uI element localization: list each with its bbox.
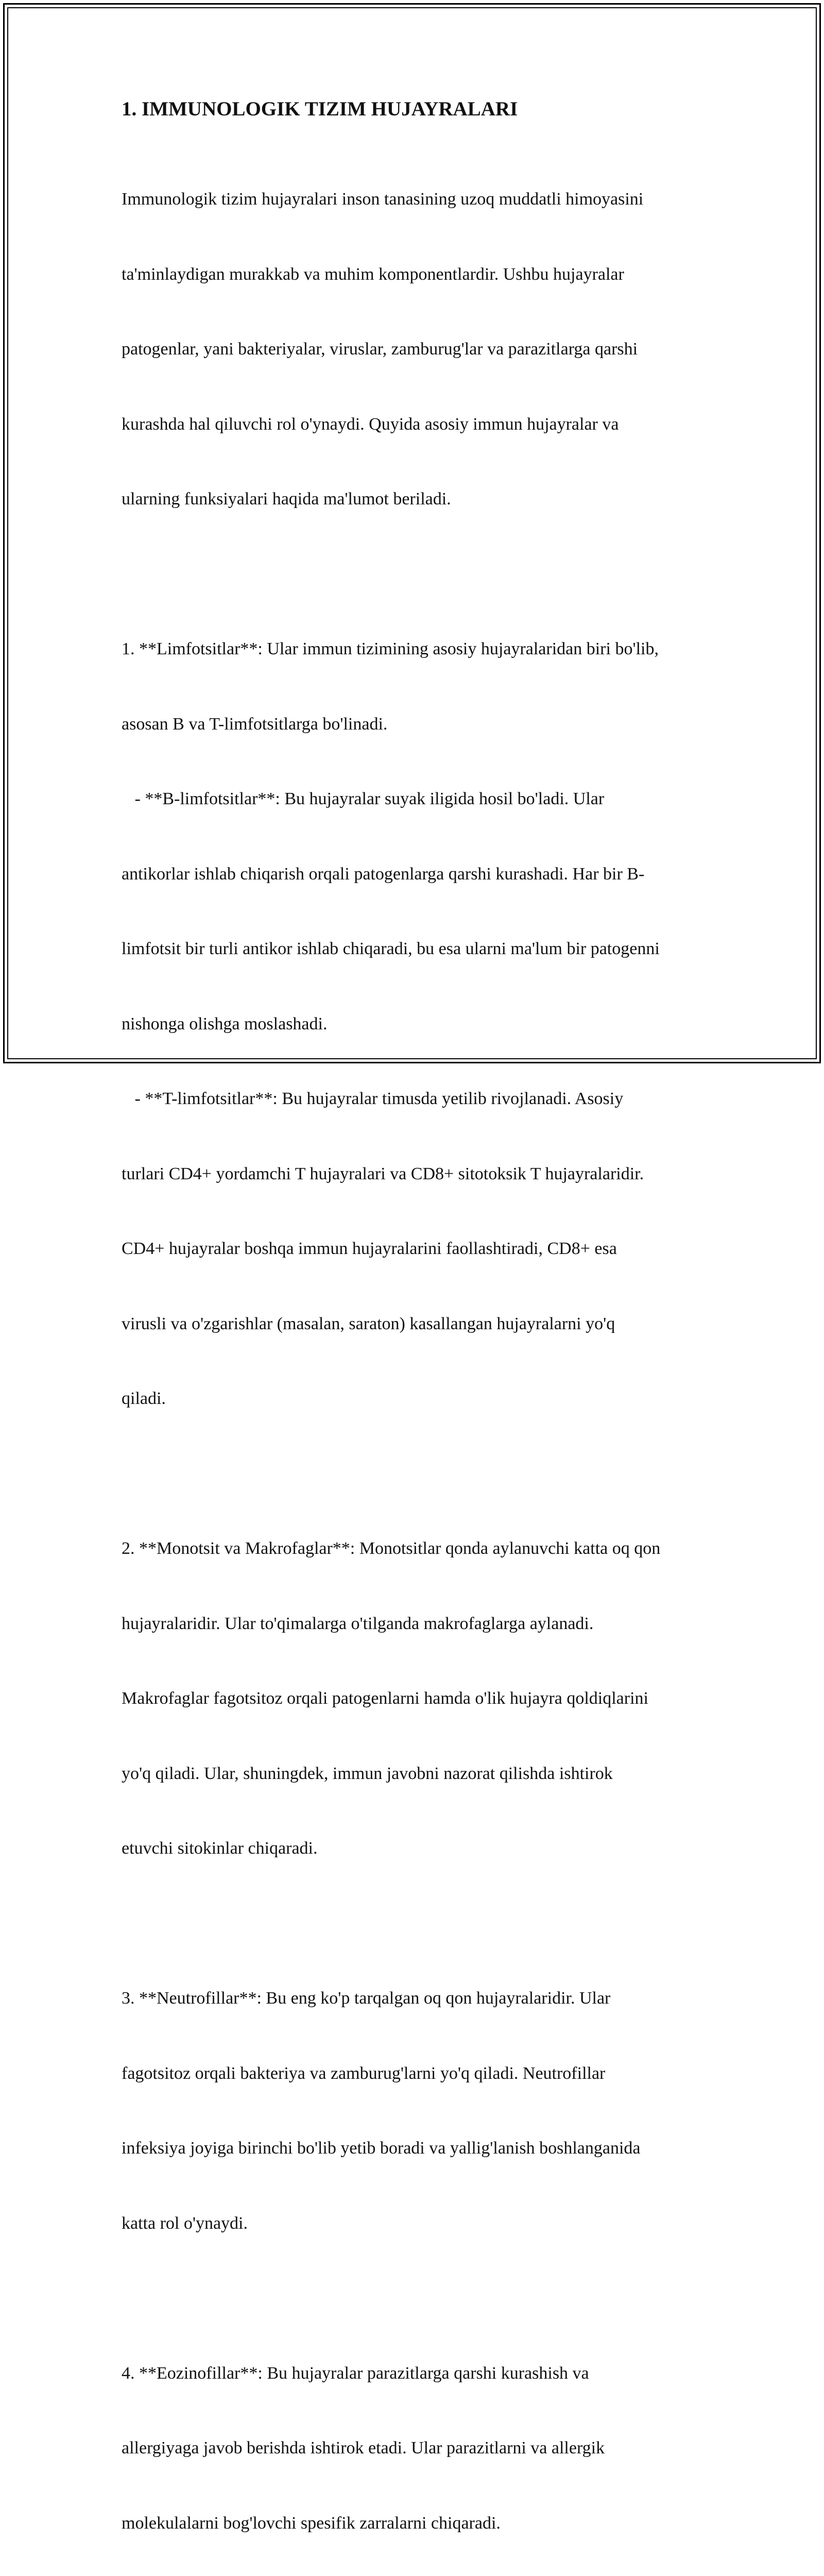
section-limfotsitlar — [122, 587, 709, 1462]
text-line: 1. **Limfotsitlar**: Ular immun tizimining asosiy hujayralaridan biri bo'lib, — [122, 637, 709, 662]
text-line: 2. **Monotsit va Makrofaglar**: Monotsitlar qonda aylanuvchi katta oq qon — [122, 1536, 709, 1562]
paragraph-gap — [122, 1462, 709, 1487]
text-line: yo'q qiladi. Ular, shuningdek, immun javobni nazorat qilishda ishtirok — [122, 1761, 709, 1787]
text-line: qiladi. — [122, 1386, 709, 1412]
text-line: virusli va o'zgarishlar (masalan, saraton) kasallangan hujayralarni yo'q — [122, 1312, 709, 1337]
document-body — [122, 97, 709, 2576]
paragraph-gap — [122, 2286, 709, 2311]
section-eozinofillar — [122, 2311, 709, 2576]
page-title: 1. IMMUNOLOGIK TIZIM HUJAYRALARI — [122, 97, 709, 122]
text-line: Makrofaglar fagotsitoz orqali patogenlarni hamda o'lik hujayra qoldiqlarini — [122, 1686, 709, 1711]
text-line: fagotsitoz orqali bakteriya va zamburug'larni yo'q qiladi. Neutrofillar — [122, 2061, 709, 2087]
paragraph-gap — [122, 1911, 709, 1937]
text-line: ularning funksiyalari haqida ma'lumot beriladi. — [122, 487, 709, 512]
text-line: Immunologik tizim hujayralari inson tanasining uzoq muddatli himoyasini — [122, 187, 709, 212]
text-line: limfotsit bir turli antikor ishlab chiqaradi, bu esa ularni ma'lum bir patogenni — [122, 937, 709, 962]
intro-paragraph — [122, 137, 709, 562]
paragraph-gap — [122, 562, 709, 587]
section-neutrofillar — [122, 1936, 709, 2286]
text-line: etuvchi sitokinlar chiqaradi. — [122, 1836, 709, 1861]
text-line: - **T-limfotsitlar**: Bu hujayralar timusda yetilib rivojlanadi. Asosiy — [122, 1087, 709, 1112]
text-line: kurashda hal qiluvchi rol o'ynaydi. Quyida asosiy immun hujayralar va — [122, 412, 709, 437]
section-monotsit-makrofaglar — [122, 1486, 709, 1911]
text-line: patogenlar, yani bakteriyalar, viruslar, zamburug'lar va parazitlarga qarshi — [122, 337, 709, 362]
text-line: katta rol o'ynaydi. — [122, 2211, 709, 2236]
text-line: 4. **Eozinofillar**: Bu hujayralar parazitlarga qarshi kurashish va — [122, 2361, 709, 2386]
text-line: turlari CD4+ yordamchi T hujayralari va CD8+ sitotoksik T hujayralaridir. — [122, 1162, 709, 1187]
text-line: asosan B va T-limfotsitlarga bo'linadi. — [122, 712, 709, 737]
text-line: - **B-limfotsitlar**: Bu hujayralar suyak iligida hosil bo'ladi. Ular — [122, 787, 709, 812]
text-line: 3. **Neutrofillar**: Bu eng ko'p tarqalgan oq qon hujayralaridir. Ular — [122, 1986, 709, 2011]
text-line: infeksiya joyiga birinchi bo'lib yetib boradi va yallig'lanish boshlanganida — [122, 2136, 709, 2161]
text-line: nishonga olishga moslashadi. — [122, 1012, 709, 1037]
text-line: antikorlar ishlab chiqarish orqali patogenlarga qarshi kurashadi. Har bir B- — [122, 862, 709, 887]
text-line: allergiyaga javob berishda ishtirok etadi. Ular parazitlarni va allergik — [122, 2436, 709, 2461]
text-line: hujayralaridir. Ular to'qimalarga o'tilganda makrofaglarga aylanadi. — [122, 1612, 709, 1637]
text-line: ta'minlaydigan murakkab va muhim komponentlardir. Ushbu hujayralar — [122, 262, 709, 287]
text-line: molekulalarni bog'lovchi spesifik zarralarni chiqaradi. — [122, 2511, 709, 2536]
text-line: CD4+ hujayralar boshqa immun hujayralarini faollashtiradi, CD8+ esa — [122, 1236, 709, 1262]
